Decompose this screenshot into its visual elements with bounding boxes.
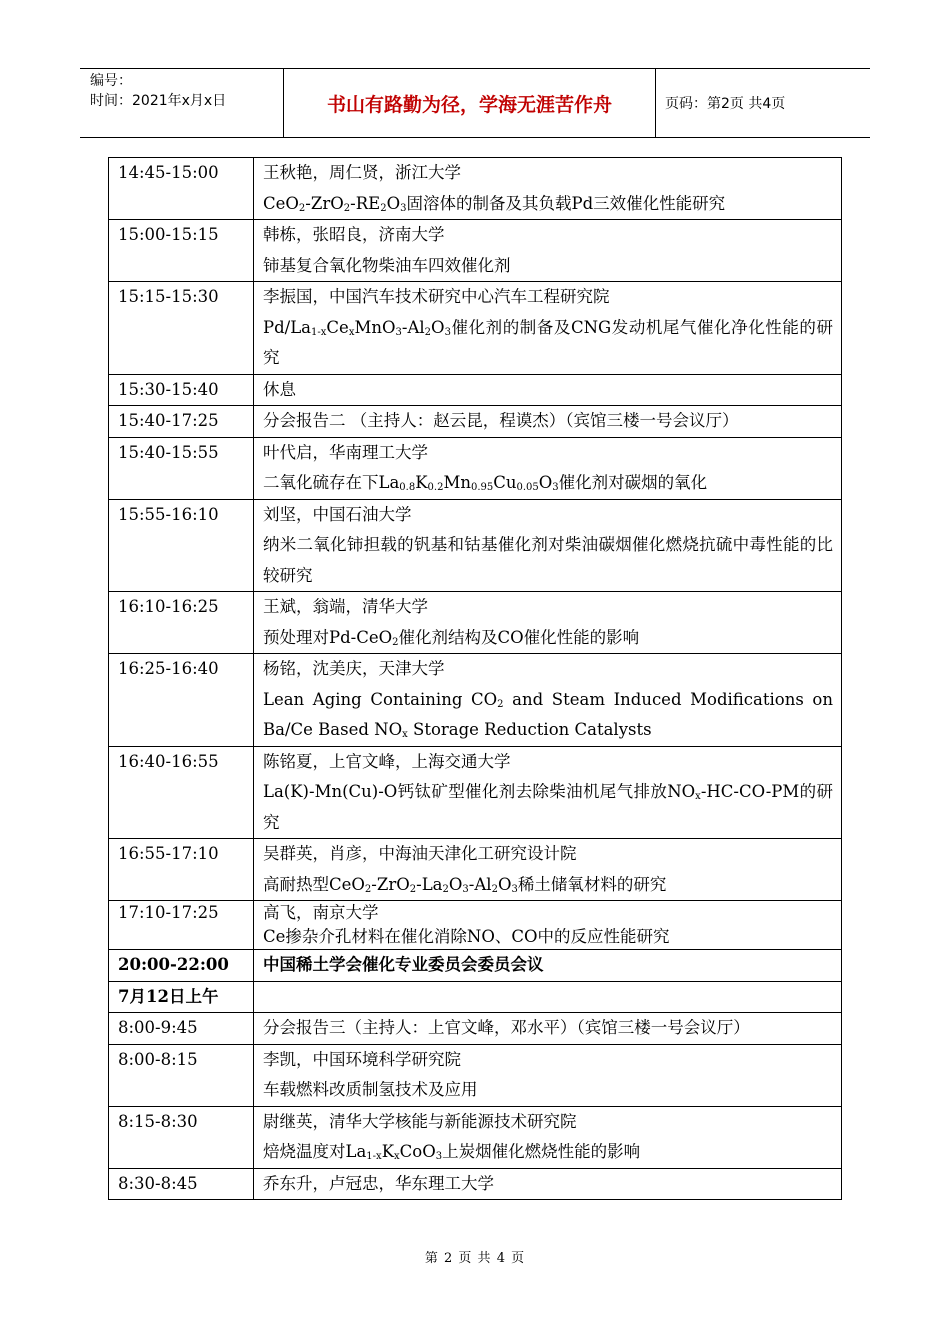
session-topic: 高耐热型$CeO_2-ZrO_2-La_2O_3-Al_2O_3$稀土储氧材料的研究 (263, 874, 667, 895)
session-topic: 二氧化硫存在下$La_{0.8}K_{0.2}Mn_{0.95}Cu_{0.05}O_3$催化剂对碳烟的氧化 (263, 473, 708, 493)
session-speakers: 尉继英，清华大学核能与新能源技术研究院 (263, 1111, 577, 1131)
schedule-row (109, 220, 842, 282)
schedule-row (109, 839, 842, 901)
session-content (254, 592, 842, 654)
session-topic: $Pd/La_{1-x}Ce_xMnO_3-Al_2O_3$催化剂的制备及CNG发动机尾气催化净化性能的研究 (263, 317, 833, 367)
page-label: 页码：第2页 共4页 (665, 96, 786, 112)
time-label: 时间：2021年x月x日 (90, 93, 227, 109)
session-content (254, 499, 842, 592)
session-time: 20:00-22:00 (109, 950, 254, 982)
session-topic: 预处理对Pd-CeO$_2$催化剂结构及CO催化性能的影响 (263, 627, 640, 648)
schedule-row (109, 158, 842, 220)
schedule-row (109, 981, 842, 1013)
session-content (254, 374, 842, 406)
session-time: 8:00-8:15 (109, 1044, 254, 1106)
session-speakers: 陈铭夏，上官文峰，上海交通大学 (263, 751, 511, 771)
session-time: 16:55-17:10 (109, 839, 254, 901)
schedule-row (109, 437, 842, 499)
session-content (254, 1044, 842, 1106)
page-header (80, 68, 870, 138)
session-time: 16:10-16:25 (109, 592, 254, 654)
session-time: 14:45-15:00 (109, 158, 254, 220)
session-content (254, 1168, 842, 1200)
session-speakers: 刘坚，中国石油大学 (263, 504, 412, 524)
session-topic: 车载燃料改质制氢技术及应用 (263, 1080, 478, 1099)
session-time: 15:40-15:55 (109, 437, 254, 499)
session-time: 15:00-15:15 (109, 220, 254, 282)
schedule-row (109, 950, 842, 982)
header-meta (80, 69, 283, 137)
session-speakers: 分会报告三（主持人：上官文峰，邓水平）（宾馆三楼一号会议厅） (263, 1018, 750, 1037)
session-speakers: 高飞，南京大学 (263, 903, 379, 922)
session-time: 15:40-17:25 (109, 406, 254, 438)
session-content (254, 158, 842, 220)
schedule-row (109, 1013, 842, 1045)
session-content (254, 220, 842, 282)
session-time: 15:30-15:40 (109, 374, 254, 406)
session-speakers: 休息 (263, 379, 296, 399)
schedule-row (109, 592, 842, 654)
session-speakers: 吴群英，肖彦，中海油天津化工研究设计院 (263, 844, 577, 863)
session-speakers: 乔东升，卢冠忠，华东理工大学 (263, 1173, 494, 1193)
session-time: 16:40-16:55 (109, 746, 254, 839)
session-topic: Ce掺杂介孔材料在催化消除NO、CO中的反应性能研究 (263, 927, 670, 946)
session-speakers: 叶代启，华南理工大学 (263, 442, 428, 462)
session-content (254, 981, 842, 1013)
session-speakers: 杨铭，沈美庆，天津大学 (263, 659, 445, 678)
session-speakers: 中国稀土学会催化专业委员会委员会议 (263, 955, 544, 974)
session-time: 7月12日上午 (109, 981, 254, 1013)
session-content (254, 901, 842, 950)
session-content (254, 1013, 842, 1045)
session-topic: Lean Aging Containing $CO_2$ and Steam Induced Modifications on Ba/Ce Based $NO_x$ Storage Reduction Catalysts (263, 689, 833, 740)
session-content (254, 282, 842, 375)
session-speakers: 分会报告二 （主持人：赵云昆，程谟杰）（宾馆三楼一号会议厅） (263, 411, 739, 430)
session-time: 8:30-8:45 (109, 1168, 254, 1200)
schedule-row (109, 499, 842, 592)
session-topic: 纳米二氧化铈担载的钒基和钴基催化剂对柴油碳烟催化燃烧抗硫中毒性能的比较研究 (263, 535, 833, 585)
schedule-row (109, 654, 842, 747)
session-content (254, 839, 842, 901)
session-speakers: 王秋艳，周仁贤，浙江大学 (263, 163, 461, 182)
session-time: 8:15-8:30 (109, 1106, 254, 1168)
session-time: 16:25-16:40 (109, 654, 254, 747)
motto: 书山有路勤为径，学海无涯苦作舟 (283, 69, 656, 137)
schedule-row (109, 1106, 842, 1168)
session-content (254, 950, 842, 982)
session-content (254, 746, 842, 839)
session-topic: La(K)-Mn(Cu)-O钙钛矿型催化剂去除柴油机尾气排放$NO_x-HC-CO-PM$的研究 (263, 782, 833, 832)
session-time: 15:15-15:30 (109, 282, 254, 375)
schedule-row (109, 282, 842, 375)
session-content (254, 654, 842, 747)
session-topic: 焙烧温度对$La_{1-x}K_xCoO_3$上炭烟催化燃烧性能的影响 (263, 1142, 641, 1162)
schedule-table (108, 157, 842, 1200)
session-speakers (263, 982, 833, 1013)
session-content (254, 406, 842, 438)
session-topic: 铈基复合氧化物柴油车四效催化剂 (263, 255, 511, 275)
session-topic: $CeO_2-ZrO_2-RE_2O_3$固溶体的制备及其负载Pd三效催化性能研究 (263, 193, 726, 214)
schedule-row (109, 1044, 842, 1106)
session-time: 8:00-9:45 (109, 1013, 254, 1045)
serial-label: 编号： (90, 73, 132, 89)
session-speakers: 李振国，中国汽车技术研究中心汽车工程研究院 (263, 287, 610, 306)
schedule-row (109, 746, 842, 839)
page-footer: 第 2 页 共 4 页 (424, 1251, 526, 1266)
schedule-row (109, 901, 842, 950)
session-content (254, 1106, 842, 1168)
schedule-row (109, 374, 842, 406)
schedule-row (109, 1168, 842, 1200)
session-time: 17:10-17:25 (109, 901, 254, 950)
schedule-row (109, 406, 842, 438)
session-speakers: 李凯，中国环境科学研究院 (263, 1049, 461, 1069)
session-content (254, 437, 842, 499)
session-speakers: 韩栋，张昭良，济南大学 (263, 225, 445, 244)
session-time: 15:55-16:10 (109, 499, 254, 592)
session-speakers: 王斌，翁端，清华大学 (263, 597, 428, 616)
